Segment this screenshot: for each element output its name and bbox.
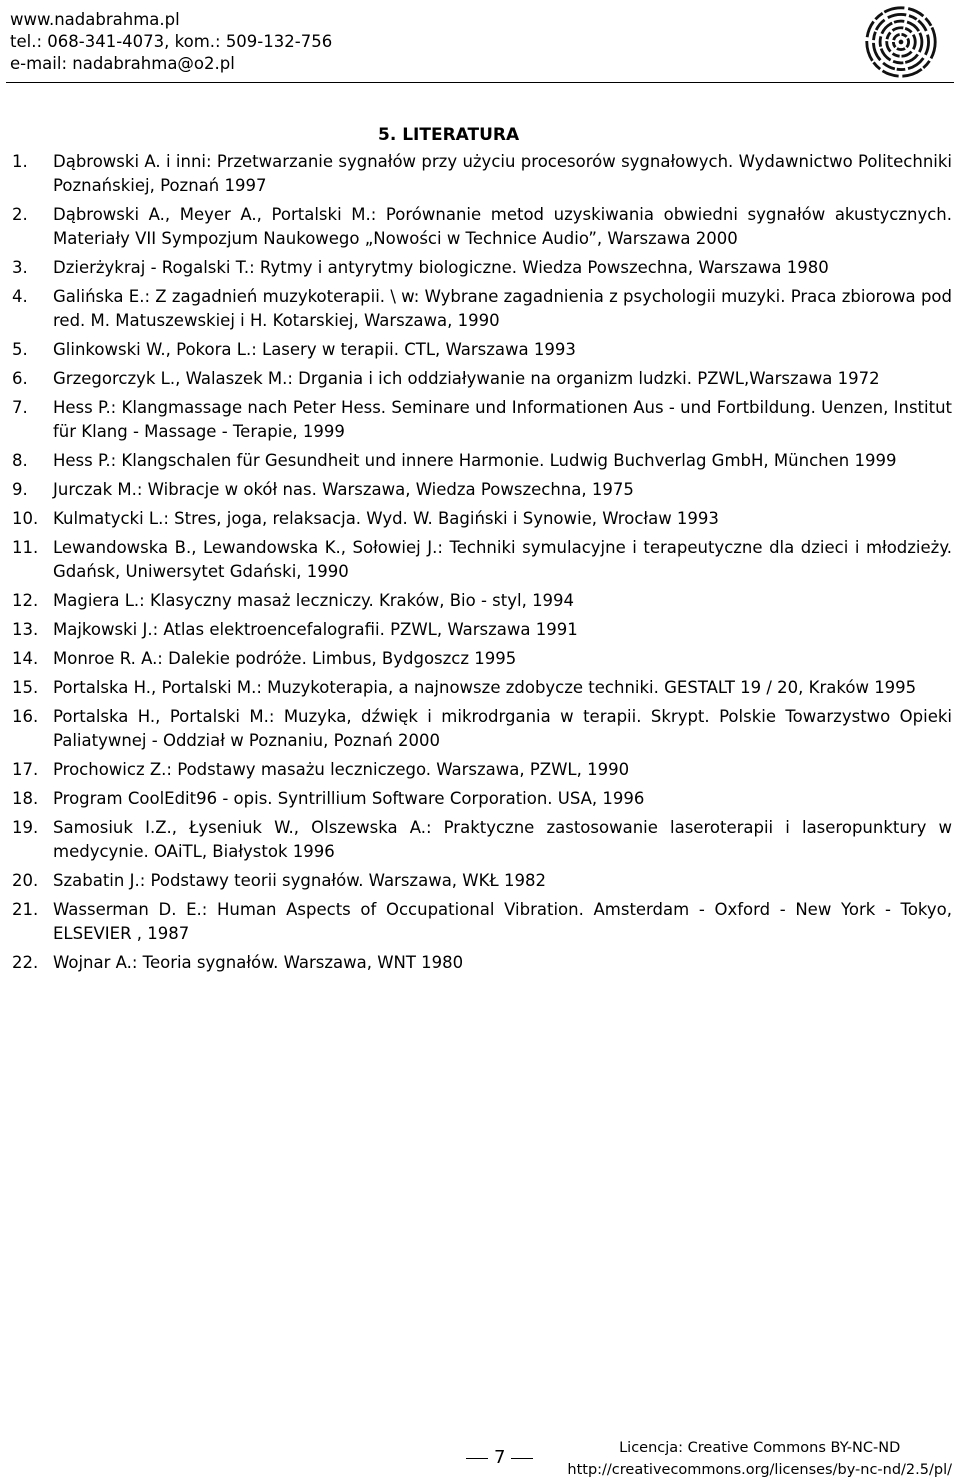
reference-item xyxy=(12,787,952,811)
reference-number: 7. xyxy=(12,398,28,417)
header-divider xyxy=(6,82,954,83)
reference-text: Wasserman D. E.: Human Aspects of Occupational Vibration. Amsterdam - Oxford - New York - Tokyo, ELSEVIER , 1987 xyxy=(53,900,952,943)
reference-item xyxy=(12,758,952,782)
reference-text: Majkowski J.: Atlas elektroencefalografii. PZWL, Warszawa 1991 xyxy=(53,620,578,639)
reference-number: 18. xyxy=(12,789,39,808)
reference-text: Magiera L.: Klasyczny masaż leczniczy. Kraków, Bio - styl, 1994 xyxy=(53,591,575,610)
reference-list xyxy=(12,150,952,980)
reference-text: Hess P.: Klangschalen für Gesundheit und innere Harmonie. Ludwig Buchverlag GmbH, München 1999 xyxy=(53,451,897,470)
phone-text: tel.: 068-341-4073, kom.: 509-132-756 xyxy=(10,32,333,51)
page-number-value: 7 xyxy=(494,1447,506,1468)
reference-number: 12. xyxy=(12,591,39,610)
reference-number: 22. xyxy=(12,953,39,972)
reference-number: 17. xyxy=(12,760,39,779)
reference-number: 3. xyxy=(12,258,28,277)
reference-number: 13. xyxy=(12,620,39,639)
reference-item xyxy=(12,816,952,864)
reference-text: Dąbrowski A. i inni: Przetwarzanie sygnałów przy użyciu procesorów sygnałowych. Wydawnictwo Politechniki Poznańskiej, Poznań 1997 xyxy=(53,152,952,195)
page-header xyxy=(10,9,332,75)
reference-number: 8. xyxy=(12,451,28,470)
license-block xyxy=(567,1437,952,1481)
reference-item xyxy=(12,150,952,198)
reference-text: Grzegorczyk L., Walaszek M.: Drgania i ich oddziaływanie na organizm ludzki. PZWL,Warszawa 1972 xyxy=(53,369,880,388)
reference-item xyxy=(12,367,952,391)
reference-text: Portalska H., Portalski M.: Muzyka, dźwięk i mikrodrgania w terapii. Skrypt. Polskie Towarzystwo Opieki Paliatywnej - Oddział w Poznaniu, Poznań 2000 xyxy=(53,707,952,750)
reference-item xyxy=(12,338,952,362)
email-text: e-mail: nadabrahma@o2.pl xyxy=(10,54,235,73)
reference-number: 2. xyxy=(12,205,28,224)
reference-number: 10. xyxy=(12,509,39,528)
license-url-link[interactable]: http://creativecommons.org/licenses/by-nc-nd/2.5/pl/ xyxy=(567,1462,952,1478)
reference-text: Portalska H., Portalski M.: Muzykoterapia, a najnowsze zdobycze techniki. GESTALT 19 / 20, Kraków 1995 xyxy=(53,678,917,697)
reference-number: 16. xyxy=(12,707,39,726)
reference-text: Program CoolEdit96 - opis. Syntrillium Software Corporation. USA, 1996 xyxy=(53,789,645,808)
reference-item xyxy=(12,449,952,473)
spiral-logo-icon xyxy=(862,4,940,80)
reference-item xyxy=(12,705,952,753)
reference-text: Jurczak M.: Wibracje w okół nas. Warszawa, Wiedza Powszechna, 1975 xyxy=(53,480,634,499)
reference-item xyxy=(12,478,952,502)
reference-text: Dąbrowski A., Meyer A., Portalski M.: Porównanie metod uzyskiwania obwiedni sygnałów akustycznych. Materiały VII Sympozjum Naukowego „Nowości w Technice Audio”, Warszawa 2000 xyxy=(53,205,952,248)
reference-item xyxy=(12,869,952,893)
reference-text: Dzierżykraj - Rogalski T.: Rytmy i antyrytmy biologiczne. Wiedza Powszechna, Warszawa 1980 xyxy=(53,258,829,277)
reference-text: Kulmatycki L.: Stres, joga, relaksacja. Wyd. W. Bagiński i Synowie, Wrocław 1993 xyxy=(53,509,719,528)
reference-text: Glinkowski W., Pokora L.: Lasery w terapii. CTL, Warszawa 1993 xyxy=(53,340,576,359)
reference-text: Samosiuk I.Z., Łyseniuk W., Olszewska A.: Praktyczne zastosowanie laseroterapii i laseropunktury w medycynie. OAiTL, Białystok 1996 xyxy=(53,818,952,861)
reference-item xyxy=(12,589,952,613)
reference-item xyxy=(12,898,952,946)
website-link[interactable]: www.nadabrahma.pl xyxy=(10,10,180,29)
reference-item xyxy=(12,676,952,700)
reference-item xyxy=(12,256,952,280)
reference-text: Hess P.: Klangmassage nach Peter Hess. Seminare und Informationen Aus - und Fortbildung. Uenzen, Institut für Klang - Massage - Terapie, 1999 xyxy=(53,398,952,441)
reference-text: Lewandowska B., Lewandowska K., Sołowiej J.: Techniki symulacyjne i terapeutyczne dla dzieci i młodzieży. Gdańsk, Uniwersytet Gdański, 1990 xyxy=(53,538,952,581)
page-number-dash-right xyxy=(511,1458,533,1459)
reference-number: 5. xyxy=(12,340,28,359)
reference-number: 11. xyxy=(12,538,39,557)
page-number-dash-left xyxy=(466,1458,488,1459)
reference-item xyxy=(12,203,952,251)
reference-item xyxy=(12,951,952,975)
reference-text: Galińska E.: Z zagadnień muzykoterapii. \ w: Wybrane zagadnienia z psychologii muzyki. Praca zbiorowa pod red. M. Matuszewskiej i H. Kotarskiej, Warszawa, 1990 xyxy=(53,287,952,330)
reference-number: 4. xyxy=(12,287,28,306)
reference-number: 6. xyxy=(12,369,28,388)
reference-text: Wojnar A.: Teoria sygnałów. Warszawa, WNT 1980 xyxy=(53,953,464,972)
reference-number: 15. xyxy=(12,678,39,697)
reference-item xyxy=(12,647,952,671)
page-number xyxy=(460,1447,539,1468)
reference-item xyxy=(12,285,952,333)
reference-number: 1. xyxy=(12,152,28,171)
reference-item xyxy=(12,536,952,584)
reference-number: 9. xyxy=(12,480,28,499)
reference-text: Szabatin J.: Podstawy teorii sygnałów. Warszawa, WKŁ 1982 xyxy=(53,871,546,890)
reference-number: 20. xyxy=(12,871,39,890)
reference-text: Monroe R. A.: Dalekie podróże. Limbus, Bydgoszcz 1995 xyxy=(53,649,517,668)
reference-number: 19. xyxy=(12,818,39,837)
reference-number: 21. xyxy=(12,900,39,919)
license-label: Licencja: Creative Commons BY-NC-ND xyxy=(619,1440,901,1456)
reference-number: 14. xyxy=(12,649,39,668)
reference-item xyxy=(12,618,952,642)
reference-item xyxy=(12,507,952,531)
reference-text: Prochowicz Z.: Podstawy masażu leczniczego. Warszawa, PZWL, 1990 xyxy=(53,760,630,779)
reference-item xyxy=(12,396,952,444)
section-title: 5. LITERATURA xyxy=(378,125,520,145)
